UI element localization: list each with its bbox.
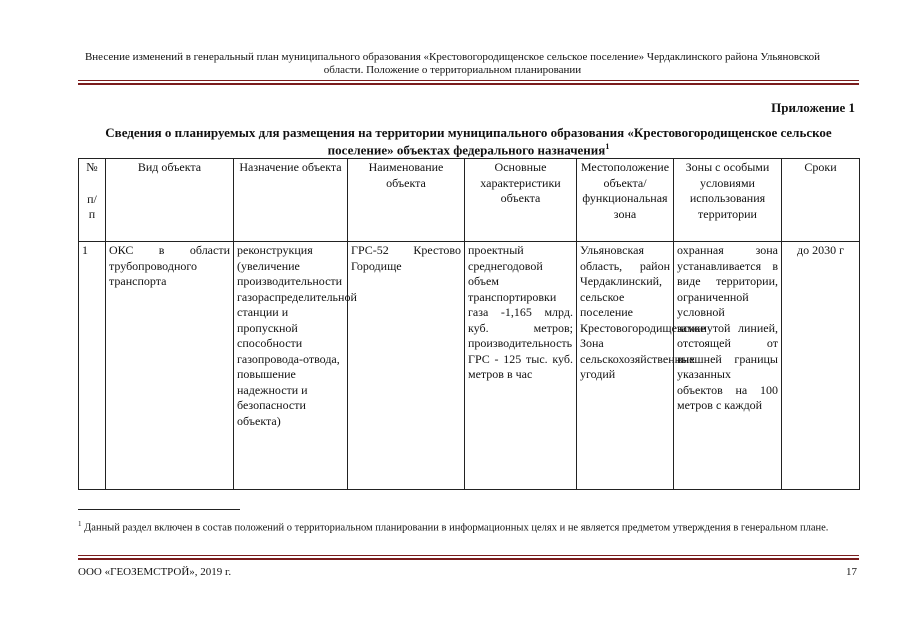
footnote-text: Данный раздел включен в состав положений о территориальном планировании в информационных целях и не является предметом утверждения в генеральном плане.	[81, 522, 829, 534]
table-header-row	[79, 159, 860, 242]
header-location: Местоположение объекта/ функциональная зона	[577, 159, 674, 242]
header-purpose: Назначение объекта	[234, 159, 348, 242]
cell-type: ОКС в области трубопроводного транспорта	[106, 242, 234, 490]
footnote-marker: 1	[78, 520, 82, 528]
header-rule-thick	[78, 83, 859, 85]
footnote-separator	[78, 509, 240, 510]
header-rule-thin	[78, 80, 859, 81]
running-header: Внесение изменений в генеральный план муниципального образования «Крестовогородищенское сельское поселение» Чердаклинского района Ульяновской области. Положение о территориальном планировании	[84, 51, 821, 76]
footer-rule-thick	[78, 558, 859, 560]
cell-num: 1	[79, 242, 106, 490]
cell-zones: охранная зона устанавливается в виде территории, ограниченной условной замкнутой линией, отстоящей от внешней границы указанных объектов на 100 метров с каждой	[674, 242, 782, 490]
table-row	[79, 242, 860, 490]
cell-purpose: реконструкция (увеличение производительности газораспределительной станции и пропускной способности газопровода-отвода, повышение надежности и безопасности объекта)	[234, 242, 348, 490]
page-number: 17	[846, 566, 857, 578]
footnote	[78, 517, 859, 536]
objects-table	[78, 158, 860, 490]
appendix-label: Приложение 1	[771, 100, 855, 115]
section-title	[78, 126, 859, 157]
cell-location: Ульяновская область, район Чердаклинский, сельское поселение Крестовогородищенское Зона сельскохозяйственных угодий	[577, 242, 674, 490]
section-title-text: Сведения о планируемых для размещения на территории муниципального образования «Крестовогородищенское сельское поселение» объектах федерального назначения	[105, 125, 832, 158]
title-footnote-ref: 1	[605, 142, 610, 151]
header-type: Вид объекта	[106, 159, 234, 242]
header-terms: Сроки	[782, 159, 860, 242]
cell-characteristics: проектный среднегодовой объем транспортировки газа -1,165 млрд. куб. метров; производительность ГРС - 125 тыс. куб. метров в час	[465, 242, 577, 490]
cell-terms: до 2030 г	[782, 242, 860, 490]
footer-company: ООО «ГЕОЗЕМСТРОЙ», 2019 г.	[78, 566, 232, 578]
header-characteristics: Основные характеристики объекта	[465, 159, 577, 242]
header-num: № п/ п	[79, 159, 106, 242]
header-name: Наименование объекта	[348, 159, 465, 242]
footer-rule-thin	[78, 555, 859, 556]
cell-name: ГРС-52 Крестово Городище	[348, 242, 465, 490]
header-zones: Зоны с особыми условиями использования территории	[674, 159, 782, 242]
